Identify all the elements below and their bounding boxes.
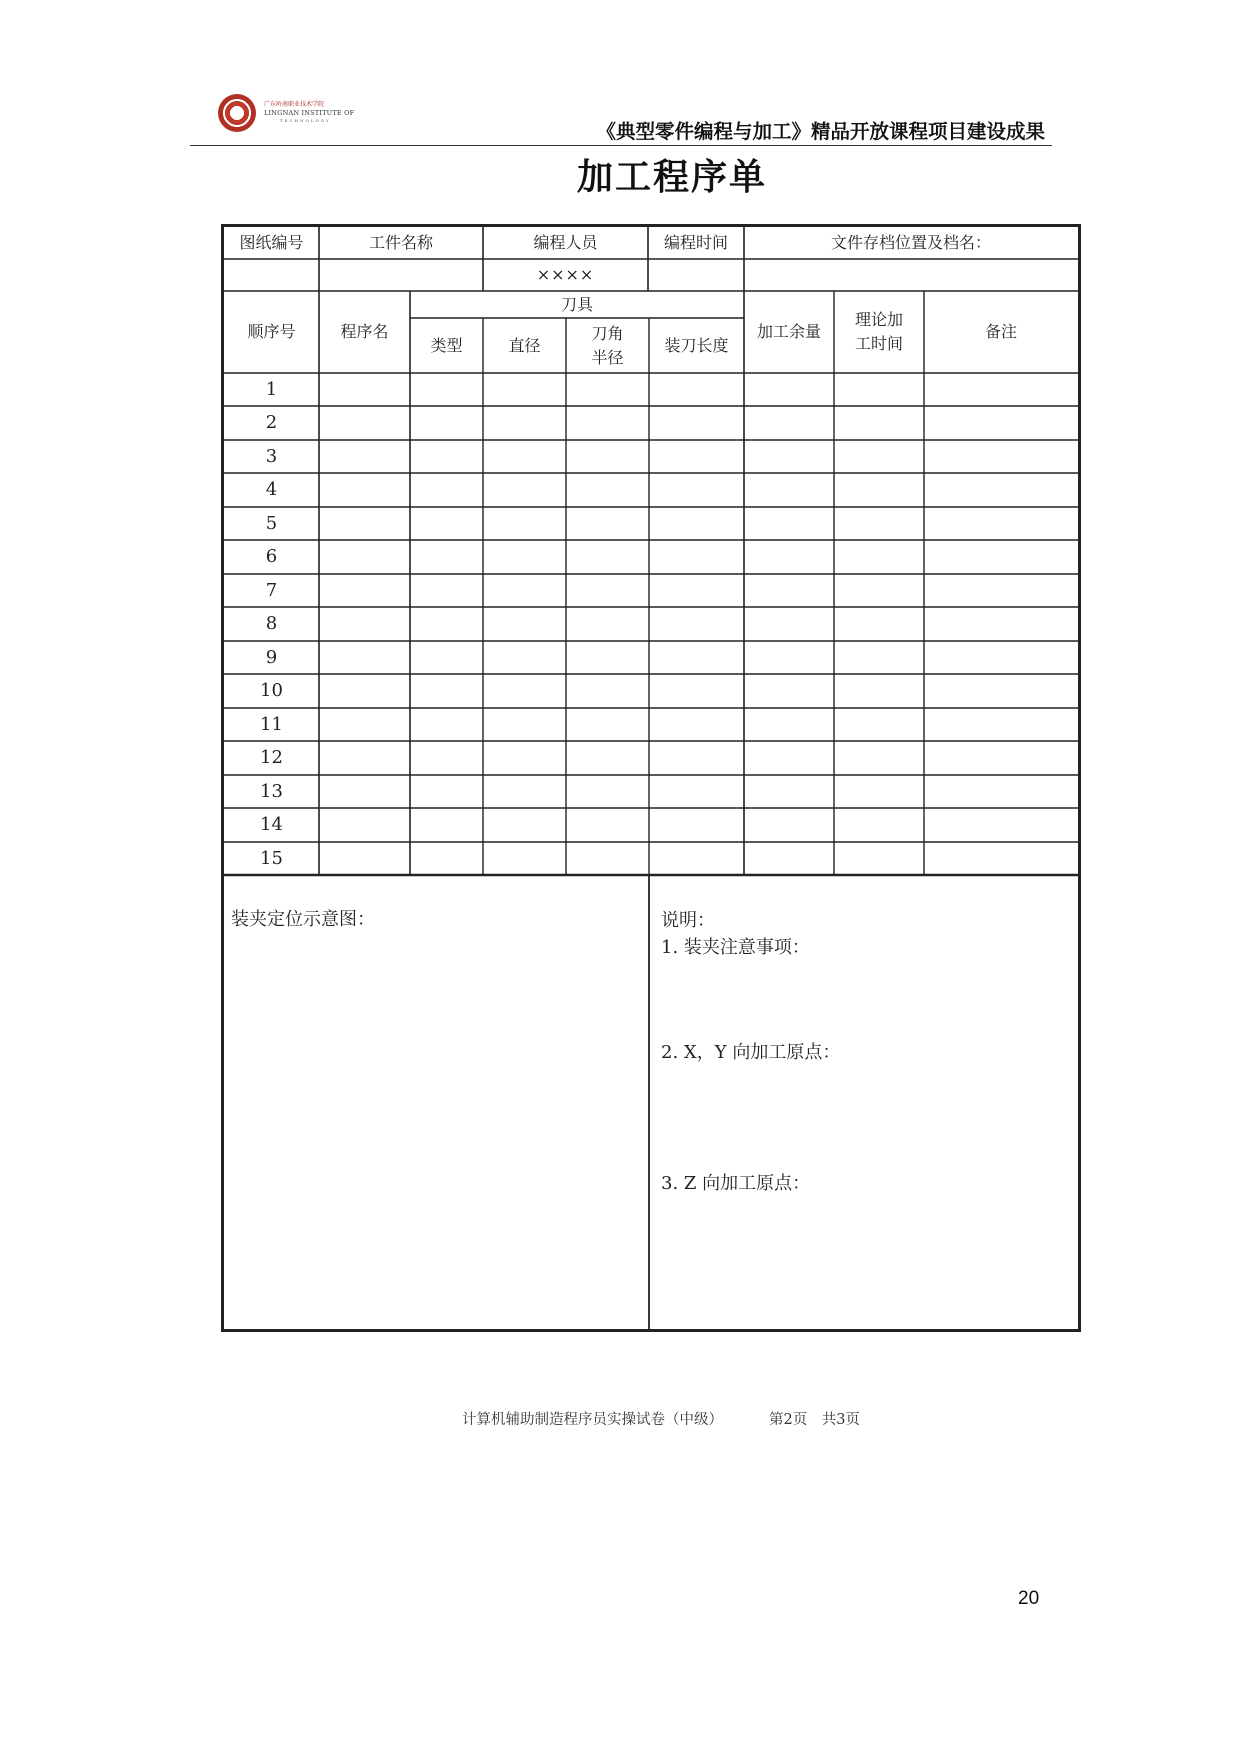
notes-title: 说明： [661,910,715,931]
header-programmer: 编程人员 [533,233,598,252]
row-number: 15 [260,847,283,869]
form-title: 加工程序单 [576,157,767,198]
row-number: 9 [265,646,278,668]
col-header-tool-length: 装刀长度 [664,335,729,355]
fixture-diagram-label: 装夹定位示意图： [231,909,375,930]
value-file-location[interactable] [744,259,1078,291]
header-divider [190,145,1052,146]
row-number: 1 [265,378,278,400]
header-drawing-number: 图纸编号 [239,233,304,252]
col-header-tool-type: 类型 [430,335,463,355]
row-number: 2 [265,412,278,433]
header-file-location: 文件存档位置及档名： [830,233,991,252]
col-header-remarks: 备注 [984,322,1017,341]
row-number: 12 [260,747,283,768]
col-header-tool-group: 刀具 [560,294,593,314]
value-programming-time[interactable] [648,259,744,291]
exam-title: 计算机辅助制造程序员实操试卷（中级） [462,1412,723,1428]
logo-name-en-2: TECHNOLOGY [280,118,331,123]
row-number: 6 [265,546,278,567]
value-drawing-number[interactable] [224,259,319,291]
notes-item-1: 1. 装夹注意事项： [661,937,810,958]
header-title: 《典型零件编程与加工》精品开放课程项目建设成果 [596,120,1045,143]
program-sheet-table [221,224,1081,1332]
logo-name-cn: 广东岭南职业技术学院 [264,101,325,108]
col-header-program-name: 程序名 [340,322,389,341]
notes-item-2: 2. X，Y 向加工原点： [661,1042,841,1063]
value-programmer[interactable]: ×××× [536,265,595,284]
institute-logo [218,94,358,134]
row-number: 10 [260,680,283,701]
row-number: 11 [260,713,283,735]
header-part-name: 工件名称 [368,233,433,252]
header-programming-time: 编程时间 [663,233,728,252]
row-number: 13 [260,780,283,802]
notes-item-3: 3. Z 向加工原点： [661,1173,811,1194]
col-header-seq: 顺序号 [247,322,296,341]
page-number: 20 [1018,1588,1040,1609]
row-number: 5 [265,512,278,534]
table-grid [221,224,1081,1332]
row-number: 3 [265,445,278,467]
col-header-tool-corner-radius: 刀角 半径 [591,323,624,367]
exam-page-info: 第2页 共3页 [769,1412,860,1428]
row-number: 7 [265,579,278,601]
row-number: 4 [265,479,278,500]
col-header-theory-time: 理论加 工时间 [854,310,903,353]
page-footer [462,1408,860,1429]
value-part-name[interactable] [319,259,483,291]
row-number: 8 [265,613,278,634]
col-header-allowance: 加工余量 [756,322,821,341]
logo-name-en: LINGNAN INSTITUTE OF [264,109,355,117]
seal-icon [218,94,256,132]
col-header-tool-diameter: 直径 [508,335,541,355]
row-number: 14 [260,814,283,835]
